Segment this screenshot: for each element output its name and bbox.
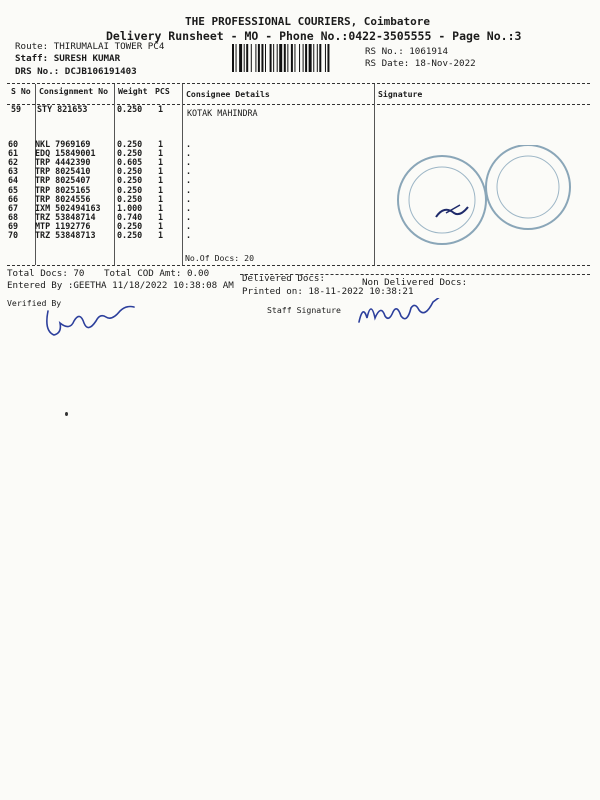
row-consignee: . xyxy=(186,202,192,213)
company-stamp xyxy=(396,145,590,255)
row-consignment: EDQ 15849001 xyxy=(35,148,96,159)
entered-by: Entered By :GEETHA 11/18/2022 10:38:08 AM xyxy=(7,280,234,291)
row-weight: 1.000 xyxy=(117,202,143,213)
row-sno: 64 xyxy=(8,175,19,186)
row-consignee: . xyxy=(186,184,192,195)
row-weight: 0.250 xyxy=(117,139,143,149)
total-cod: Total COD Amt: 0.00 xyxy=(104,268,210,279)
row-sno: 70 xyxy=(8,230,19,240)
row-sno: 59 xyxy=(11,104,22,114)
row-pcs: 1 xyxy=(158,230,164,240)
col-header-consignee: Consignee Details xyxy=(186,89,270,99)
row-consignee: . xyxy=(186,230,192,240)
row-weight: 0.250 xyxy=(117,220,143,231)
row-consignment: NKL 7969169 xyxy=(35,139,91,149)
footer-rule xyxy=(240,274,590,275)
row-consignment: TRP 4442390 xyxy=(35,157,91,168)
total-docs: Total Docs: 70 xyxy=(7,268,85,279)
row-weight: 0.250 xyxy=(117,175,143,186)
row-consignment: TRP 8025165 xyxy=(35,184,91,195)
row-sno: 67 xyxy=(8,202,19,213)
row-sno: 61 xyxy=(8,148,19,159)
table-top-rule xyxy=(7,83,590,84)
staff-signature xyxy=(355,298,445,328)
row-consignee: . xyxy=(186,166,192,177)
row-consignment: IXM 502494163 xyxy=(35,202,101,213)
drs-number: DRS No.: DCJB106191403 xyxy=(15,66,137,77)
runsheet-subtitle: Delivery Runsheet - MO - Phone No.:0422-3505555 - Page No.:3 xyxy=(106,29,522,43)
column-divider xyxy=(182,84,183,265)
row-pcs: 1 xyxy=(158,211,164,222)
barcode xyxy=(232,44,358,72)
row-pcs: 1 xyxy=(158,148,164,159)
row-weight: 0.250 xyxy=(117,230,143,240)
row-pcs: 1 xyxy=(158,166,164,177)
row-pcs: 1 xyxy=(158,175,164,186)
row-consignee: . xyxy=(186,139,192,149)
col-header-pcs: PCS xyxy=(155,86,170,96)
row-consignment: TRZ 53848713 xyxy=(35,230,96,240)
row-pcs: 1 xyxy=(158,202,164,213)
table-header-rule xyxy=(7,104,590,105)
row-weight: 0.250 xyxy=(117,104,143,114)
row-weight: 0.740 xyxy=(117,211,143,222)
col-header-signature: Signature xyxy=(378,89,423,99)
non-delivered-docs: Non Delivered Docs: xyxy=(362,277,468,288)
ink-dot xyxy=(65,412,68,416)
row-consignment: TRZ 53848714 xyxy=(35,211,96,222)
row-pcs: 1 xyxy=(158,139,164,149)
row-weight: 0.605 xyxy=(117,157,143,168)
row-pcs: 1 xyxy=(158,220,164,231)
no-of-docs: No.Of Docs: 20 xyxy=(185,253,255,263)
rs-date: RS Date: 18-Nov-2022 xyxy=(365,58,476,69)
verified-by-label: Verified By xyxy=(7,298,62,308)
row-consignee: . xyxy=(186,148,192,159)
row-weight: 0.250 xyxy=(117,148,143,159)
row-weight: 0.250 xyxy=(117,166,143,177)
row-sno: 62 xyxy=(8,157,19,168)
row-sno: 65 xyxy=(8,184,19,195)
company-name: THE PROFESSIONAL COURIERS, Coimbatore xyxy=(185,15,431,28)
row-sno: 69 xyxy=(8,220,19,231)
row-consignment: TRP 8025410 xyxy=(35,166,91,177)
staff-label: Staff: SURESH KUMAR xyxy=(15,53,121,64)
route-label: Route: THIRUMALAI TOWER PC4 xyxy=(15,41,165,52)
row-weight: 0.250 xyxy=(117,184,143,195)
row-consignee: . xyxy=(186,175,192,186)
row-pcs: 1 xyxy=(158,157,164,168)
rs-number: RS No.: 1061914 xyxy=(365,46,448,57)
row-sno: 63 xyxy=(8,166,19,177)
row-consignee: . xyxy=(186,193,192,204)
row-pcs: 1 xyxy=(158,193,164,204)
verifier-signature xyxy=(40,303,140,343)
col-header-weight: Weight xyxy=(118,86,148,96)
row-consignee: . xyxy=(186,220,192,231)
col-header-consignment: Consignment No xyxy=(39,86,109,96)
staff-signature-label: Staff Signature xyxy=(267,305,341,315)
row-consignee: . xyxy=(186,157,192,168)
row-weight: 0.250 xyxy=(117,193,143,204)
row-consignment: TRP 8024556 xyxy=(35,193,91,204)
row-sno: 66 xyxy=(8,193,19,204)
row-sno: 60 xyxy=(8,139,19,149)
row-consignment: TRP 8025407 xyxy=(35,175,91,186)
delivered-docs: Delivered Docs: xyxy=(242,273,325,284)
table-bottom-rule xyxy=(7,265,590,266)
printed-on: Printed on: 18-11-2022 10:38:21 xyxy=(242,286,414,297)
row-consignment: STY 821653 xyxy=(37,104,88,114)
row-pcs: 1 xyxy=(158,184,164,195)
row-consignment: MTP 1192776 xyxy=(35,220,91,231)
row-consignee: . xyxy=(186,211,192,222)
row-sno: 68 xyxy=(8,211,19,222)
row-pcs: 1 xyxy=(158,104,164,114)
row-consignee: KOTAK MAHINDRA xyxy=(187,108,258,118)
column-divider xyxy=(374,84,375,265)
col-header-sno: S No xyxy=(11,86,31,96)
column-divider xyxy=(114,84,115,265)
